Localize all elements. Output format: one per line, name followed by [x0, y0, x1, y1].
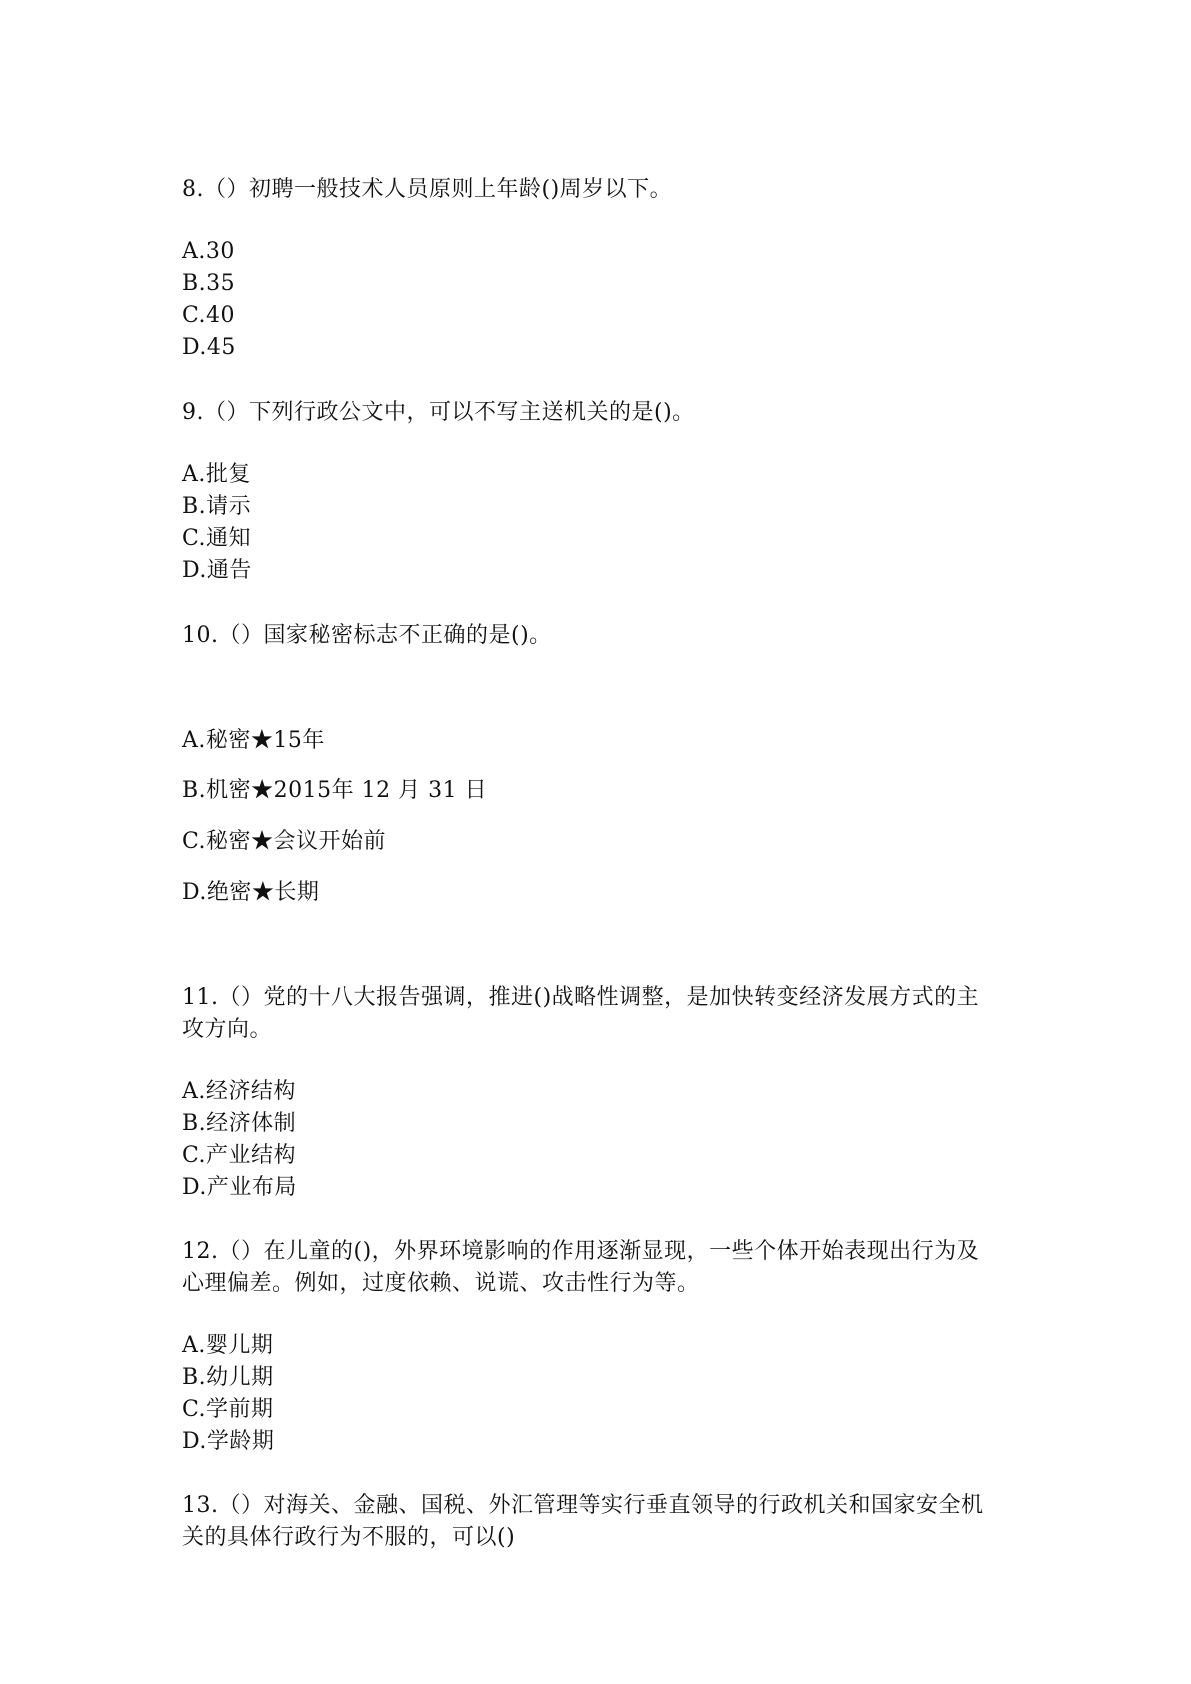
question-11-option-b: B.经济体制 [182, 1111, 297, 1136]
question-12-option-b: B.幼儿期 [182, 1365, 274, 1390]
question-9-option-c: C.通知 [182, 526, 252, 551]
question-12-option-c: C.学前期 [182, 1397, 274, 1422]
question-12-option-d: D.学龄期 [182, 1429, 275, 1454]
question-9-option-a: A.批复 [182, 462, 251, 487]
question-8-option-a: A.30 [182, 239, 235, 264]
question-8-option-b: B.35 [182, 271, 236, 296]
question-13-stem-line-1: 13.（）对海关、金融、国税、外汇管理等实行垂直领导的行政机关和国家安全机 [182, 1493, 984, 1518]
question-9-option-b: B.请示 [182, 494, 252, 519]
question-11-option-c: C.产业结构 [182, 1143, 297, 1168]
question-13-stem-line-2: 关的具体行政行为不服的，可以() [182, 1525, 516, 1550]
question-9-option-d: D.通告 [182, 558, 252, 583]
question-10-option-b: B.机密★2015年 12 月 31 日 [182, 778, 488, 803]
question-12-stem-line-1: 12.（）在儿童的()，外界环境影响的作用逐渐显现，一些个体开始表现出行为及 [182, 1239, 980, 1264]
question-12-stem-line-2: 心理偏差。例如，过度依赖、说谎、攻击性行为等。 [182, 1271, 700, 1296]
question-10-option-d: D.绝密★长期 [182, 880, 320, 905]
question-8-option-c: C.40 [182, 303, 236, 328]
question-11-option-a: A.经济结构 [182, 1079, 296, 1104]
question-11-stem-line-2: 攻方向。 [182, 1017, 273, 1042]
question-12-option-a: A.婴儿期 [182, 1333, 274, 1358]
question-10-stem: 10.（）国家秘密标志不正确的是()。 [182, 623, 552, 648]
question-10-option-a: A.秘密★15年 [182, 728, 325, 753]
question-11-stem-line-1: 11.（）党的十八大报告强调，推进()战略性调整，是加快转变经济发展方式的主 [182, 985, 980, 1010]
question-8-option-d: D.45 [182, 335, 236, 360]
question-9-stem: 9.（）下列行政公文中，可以不写主送机关的是()。 [182, 400, 695, 425]
question-10-option-c: C.秘密★会议开始前 [182, 829, 387, 854]
question-8-stem: 8.（）初聘一般技术人员原则上年龄()周岁以下。 [182, 177, 673, 202]
question-11-option-d: D.产业布局 [182, 1175, 297, 1200]
